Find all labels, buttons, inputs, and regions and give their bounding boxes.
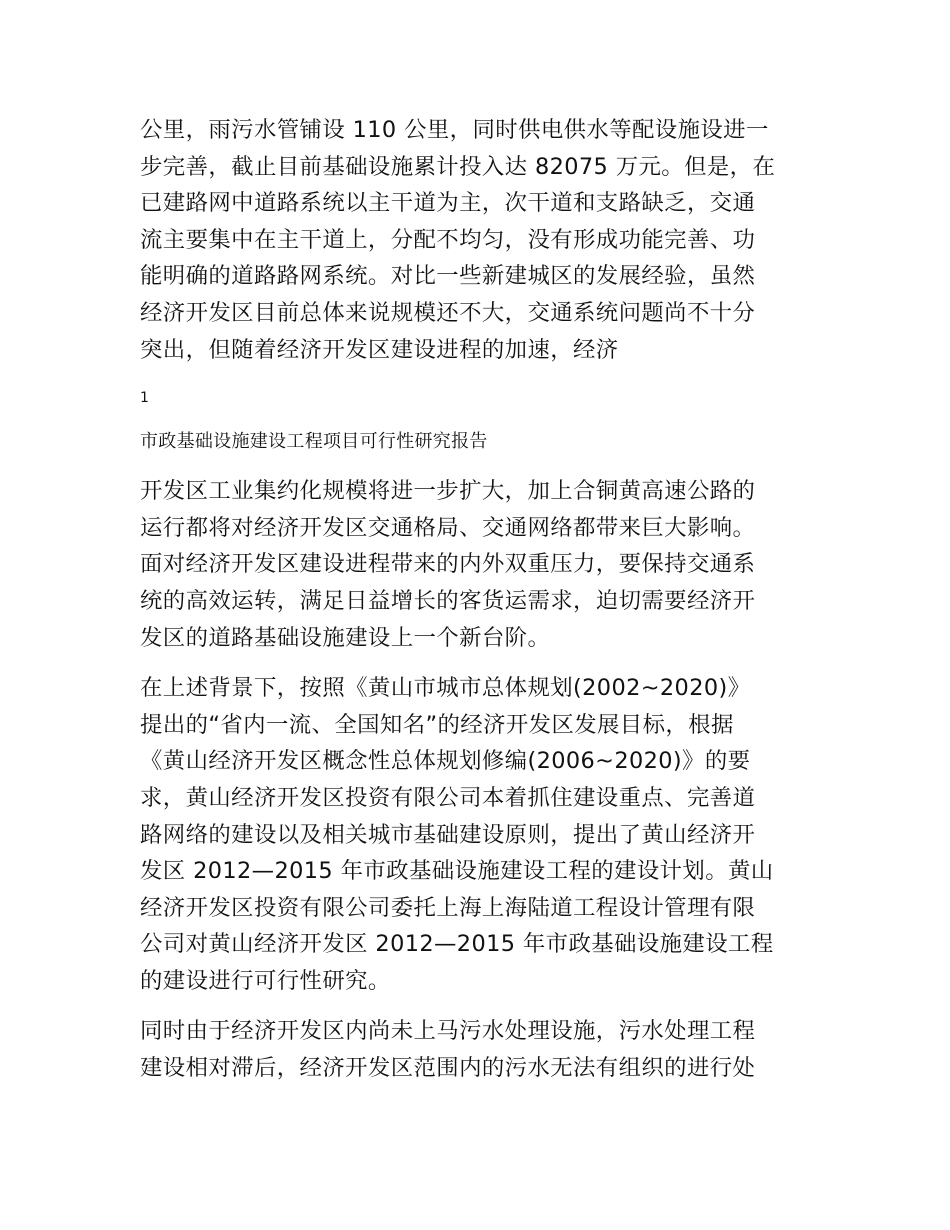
text-line: 在上述背景下，按照《黄山市城市总体规划(2002~2020)》 <box>140 675 751 702</box>
text-line: 经济开发区投资有限公司委托上海上海陆道工程设计管理有限 <box>140 894 756 921</box>
text-line: 发区 2012—2015 年市政基础设施建设工程的建设计划。黄山 <box>140 858 774 885</box>
text-line: 统的高效运转，满足日益增长的客货运需求，迫切需要经济开 <box>140 587 756 614</box>
text-line: 开发区工业集约化规模将进一步扩大，加上合铜黄高速公路的 <box>140 478 756 505</box>
text-line: 路网络的建设以及相关城市基础建设原则，提出了黄山经济开 <box>140 821 756 848</box>
text-line: 已建路网中道路系统以主干道为主，次干道和支路缺乏，交通 <box>140 190 756 217</box>
paragraph <box>140 473 820 656</box>
text-line: 建设相对滞后，经济开发区范围内的污水无法有组织的进行处 <box>140 1055 756 1082</box>
text-line: 同时由于经济开发区内尚未上马污水处理设施，污水处理工程 <box>140 1018 756 1045</box>
text-line: 面对经济开发区建设进程带来的内外双重压力，要保持交通系 <box>140 551 756 578</box>
text-line: 能明确的道路路网系统。对比一些新建城区的发展经验，虽然 <box>140 263 756 290</box>
text-line: 发区的道路基础设施建设上一个新台阶。 <box>140 624 551 651</box>
document-page <box>140 112 820 1087</box>
text-line: 经济开发区目前总体来说规模还不大，交通系统问题尚不十分 <box>140 299 756 326</box>
running-header: 市政基础设施建设工程项目可行性研究报告 <box>140 431 488 453</box>
text-line: 步完善，截止目前基础设施累计投入达 82075 万元。但是，在 <box>140 153 776 180</box>
text-line: 公司对黄山经济开发区 2012—2015 年市政基础设施建设工程 <box>140 931 774 958</box>
text-line: 流主要集中在主干道上，分配不均匀，没有形成功能完善、功 <box>140 226 756 253</box>
text-line: 公里，雨污水管铺设 110 公里，同时供电供水等配设施设进一 <box>140 117 769 143</box>
text-line: 突出，但随着经济开发区建设进程的加速，经济 <box>140 336 619 363</box>
page-number: 1 <box>140 390 149 407</box>
continued-paragraph <box>140 112 820 368</box>
text-line: 的建设进行可行性研究。 <box>140 967 391 994</box>
text-line: 提出的“省内一流、全国知名”的经济开发区发展目标，根据 <box>140 711 734 738</box>
text-line: 《黄山经济开发区概念性总体规划修编(2006~2020)》的要 <box>140 748 751 775</box>
paragraph <box>140 670 820 999</box>
text-line: 求，黄山经济开发区投资有限公司本着抓住建设重点、完善道 <box>140 784 756 811</box>
paragraph <box>140 1013 820 1086</box>
text-line: 运行都将对经济开发区交通格局、交通网络都带来巨大影响。 <box>140 514 756 541</box>
